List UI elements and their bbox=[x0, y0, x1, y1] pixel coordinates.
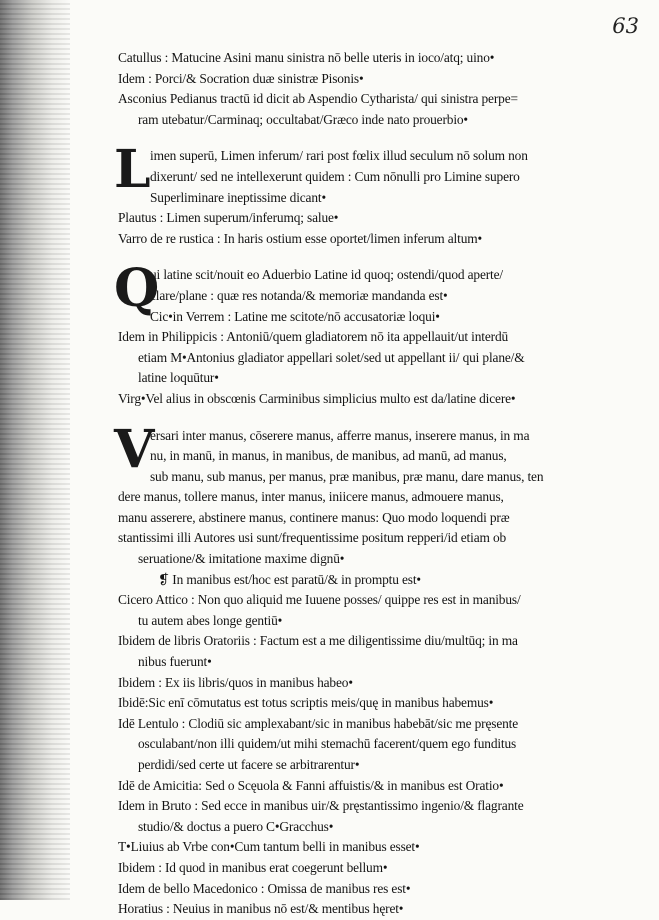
initial-capital-Q: Q bbox=[114, 258, 160, 320]
text-line: etiam M•Antonius gladiator appellari solet/sed ut appellant ii/ qui plane/& bbox=[138, 349, 525, 365]
text-line: Varro de re rustica : In haris ostium esse oportet/limen inferum altum• bbox=[118, 230, 483, 246]
paragraph-sinistra bbox=[118, 48, 623, 130]
text-line: imen superū, Limen inferum/ rari post fœlix illud seculum nō solum non bbox=[150, 148, 528, 164]
text-line: Idē de Amicitia: Sed o Scęuola & Fanni affuistis/& in manibus est Oratio• bbox=[118, 777, 504, 793]
text-line: Asconius Pedianus tractū id dicit ab Aspendio Cytharista/ qui sinistra perpe= bbox=[118, 91, 518, 107]
text-line: Cicero Attico : Non quo aliquid me Iuuene posses/ quippe res est in manibus/ bbox=[118, 592, 521, 608]
text-line: nu, in manū, in manus, in manibus, de manibus, ad manū, ad manus, bbox=[150, 448, 507, 464]
text-line: Plautus : Limen superum/inferumq; salue• bbox=[118, 210, 339, 226]
text-line: latine loquūtur• bbox=[138, 370, 219, 386]
text-line: seruatione/& imitatione maxime dignū• bbox=[138, 551, 345, 567]
text-line: Ibidem : Ex iis libris/quos in manibus habeo• bbox=[118, 674, 353, 690]
text-line: Idē Lentulo : Clodiū sic amplexabant/sic in manibus habebāt/sic me pręsente bbox=[118, 715, 519, 731]
pilcrow-line: ❡ In manibus est/hoc est paratū/& in promptu est• bbox=[158, 571, 421, 587]
text-line: Idem in Bruto : Sed ecce in manibus uir/& pręstantissimo ingenio/& flagrante bbox=[118, 798, 524, 814]
initial-capital-V: V bbox=[114, 418, 155, 480]
text-line: perdidi/sed certe ut facere se arbitrarentur• bbox=[138, 757, 360, 772]
paragraph-manus bbox=[114, 418, 623, 920]
text-line: studio/& doctus a puero C•Gracchus• bbox=[138, 818, 334, 834]
text-line: tu autem abes longe gentiū• bbox=[138, 612, 283, 628]
text-line: Idem de bello Macedonico : Omissa de manibus res est• bbox=[118, 880, 411, 896]
text-line: Idem in Philippicis : Antoniū/quem gladiatorem nō ita appellauit/ut interdū bbox=[118, 329, 509, 345]
text-line: ui latine scit/nouit eo Aduerbio Latine id quoq; ostendi/quod aperte/ bbox=[150, 267, 503, 283]
text-line: clare/plane : quæ res notanda/& memoriæ mandanda est• bbox=[150, 287, 448, 303]
text-line: ersari inter manus, cōserere manus, afferre manus, inserere manus, in ma bbox=[150, 427, 530, 443]
text-line: ram utebatur/Carminaq; occultabat/Græco inde nato prouerbio• bbox=[138, 111, 468, 127]
text-line: dixerunt/ sed ne intellexerunt quidem : Cum nōnulli pro Limine supero bbox=[150, 168, 520, 184]
text-line: dere manus, tollere manus, inter manus, iniicere manus, admouere manus, bbox=[118, 489, 504, 505]
text-line: nibus fuerunt• bbox=[138, 654, 212, 670]
text-line: T•Liuius ab Vrbe con•Cum tantum belli in manibus esset• bbox=[118, 839, 420, 855]
text-line: manu asserere, abstinere manus, continere manus: Quo modo loquendi præ bbox=[118, 509, 510, 525]
text-line: Idem : Porci/& Socration duæ sinistræ Pisonis• bbox=[118, 70, 364, 86]
paragraph-latine bbox=[114, 258, 623, 409]
text-line: Ibidem : Id quod in manibus erat coegerunt bellum• bbox=[118, 859, 388, 875]
text-line: stantissimi illi Autores usi sunt/frequentissime positum repperi/id etiam ob bbox=[118, 530, 507, 546]
text-line: Cic•in Verrem : Latine me scitote/nō accusatoriæ loqui• bbox=[150, 308, 440, 324]
text-line: Horatius : Neuius in manibus nō est/& mentibus hęret• bbox=[118, 901, 404, 917]
text-line: sub manu, sub manus, per manus, præ manibus, præ manu, dare manus, ten bbox=[150, 468, 544, 484]
text-line: Superliminare ineptissime dicant• bbox=[150, 189, 327, 205]
paragraph-limen bbox=[114, 139, 623, 249]
initial-capital-L: L bbox=[114, 139, 151, 201]
text-line: Ibidē:Sic enī cōmutatus est totus scriptis meis/quę in manibus habemus• bbox=[118, 695, 494, 711]
text-line: Virg•Vel alius in obscœnis Carminibus simplicius multo est da/latine dicere• bbox=[118, 390, 516, 406]
page-number: 63 bbox=[612, 14, 639, 38]
book-binding-shadow bbox=[0, 0, 70, 900]
text-line: Catullus : Matucine Asini manu sinistra nō belle uteris in ioco/atq; uino• bbox=[118, 50, 495, 65]
text-line: osculabant/non illi quidem/ut mihi stemachū facerent/quem ego funditus bbox=[138, 736, 517, 752]
text-page bbox=[114, 48, 623, 920]
text-line: Ibidem de libris Oratoriis : Factum est a me diligentissime diu/multūq; in ma bbox=[118, 633, 518, 649]
